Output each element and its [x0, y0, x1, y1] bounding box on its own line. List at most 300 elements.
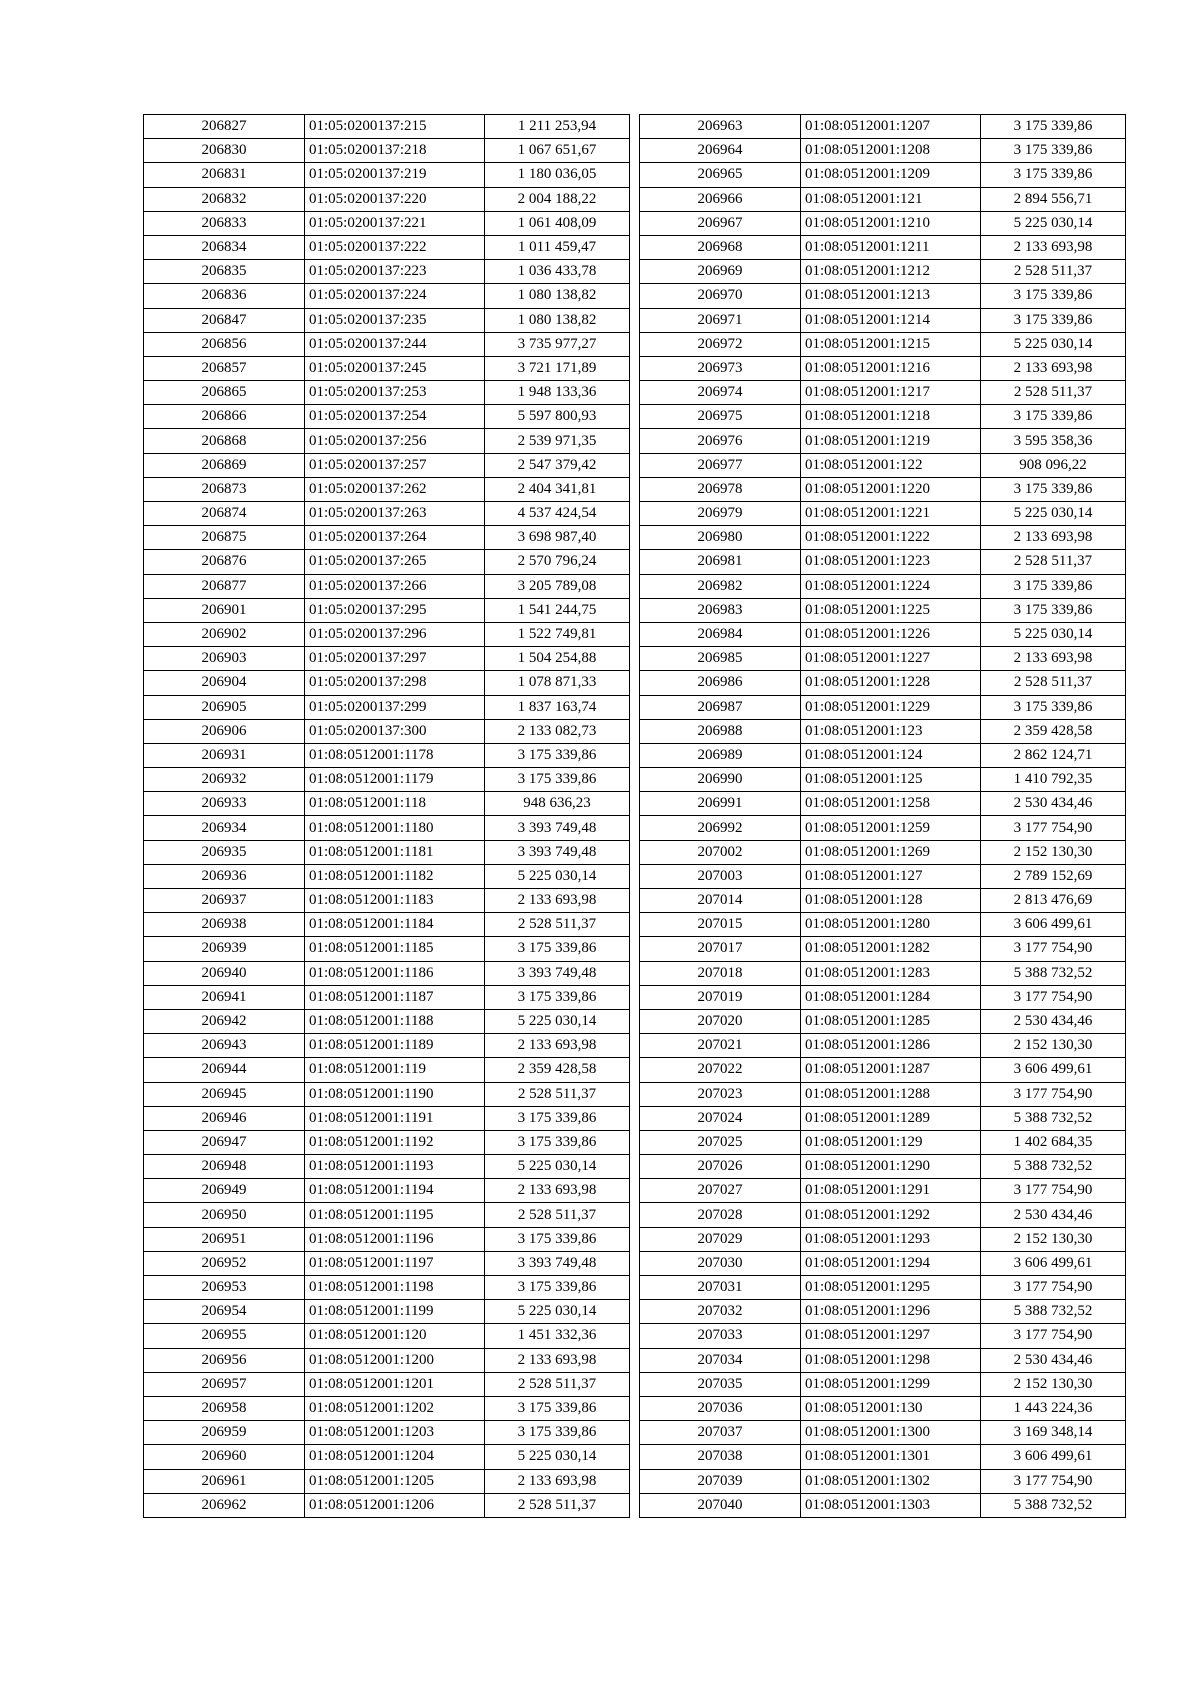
cadastral-number-cell: 01:08:0512001:1289 — [801, 1106, 981, 1130]
table-row — [144, 1348, 630, 1372]
cadastral-number-cell: 01:08:0512001:1219 — [801, 429, 981, 453]
cadastral-number-cell: 01:05:0200137:263 — [305, 502, 485, 526]
table-row — [640, 1082, 1126, 1106]
table-row — [144, 1445, 630, 1469]
row-number-cell: 206978 — [640, 477, 801, 501]
cadastral-number-cell: 01:08:0512001:1290 — [801, 1155, 981, 1179]
value-cell: 3 177 754,90 — [981, 1179, 1126, 1203]
cadastral-number-cell: 01:08:0512001:129 — [801, 1130, 981, 1154]
table-row — [640, 985, 1126, 1009]
row-number-cell: 206875 — [144, 526, 305, 550]
cadastral-number-cell: 01:08:0512001:1223 — [801, 550, 981, 574]
value-cell: 1 522 749,81 — [485, 622, 630, 646]
cadastral-number-cell: 01:05:0200137:300 — [305, 719, 485, 743]
cadastral-number-cell: 01:08:0512001:121 — [801, 187, 981, 211]
row-number-cell: 206902 — [144, 622, 305, 646]
cadastral-number-cell: 01:08:0512001:1201 — [305, 1372, 485, 1396]
value-cell: 1 402 684,35 — [981, 1130, 1126, 1154]
table-row — [144, 671, 630, 695]
cadastral-number-cell: 01:08:0512001:1202 — [305, 1396, 485, 1420]
row-number-cell: 207022 — [640, 1058, 801, 1082]
row-number-cell: 206936 — [144, 864, 305, 888]
value-cell: 1 211 253,94 — [485, 115, 630, 139]
value-cell: 1 080 138,82 — [485, 284, 630, 308]
row-number-cell: 206868 — [144, 429, 305, 453]
row-number-cell: 206945 — [144, 1082, 305, 1106]
table-row — [640, 453, 1126, 477]
cadastral-number-cell: 01:08:0512001:1212 — [801, 260, 981, 284]
cadastral-number-cell: 01:08:0512001:120 — [305, 1324, 485, 1348]
cadastral-number-cell: 01:08:0512001:1294 — [801, 1251, 981, 1275]
cadastral-number-cell: 01:08:0512001:1284 — [801, 985, 981, 1009]
value-cell: 2 359 428,58 — [981, 719, 1126, 743]
row-number-cell: 206869 — [144, 453, 305, 477]
row-number-cell: 206961 — [144, 1469, 305, 1493]
table-row — [640, 1034, 1126, 1058]
table-row — [640, 864, 1126, 888]
row-number-cell: 206934 — [144, 816, 305, 840]
cadastral-number-cell: 01:05:0200137:262 — [305, 477, 485, 501]
cadastral-number-cell: 01:08:0512001:1225 — [801, 598, 981, 622]
value-cell: 2 528 511,37 — [981, 381, 1126, 405]
cadastral-number-cell: 01:05:0200137:223 — [305, 260, 485, 284]
cadastral-number-cell: 01:08:0512001:1207 — [801, 115, 981, 139]
row-number-cell: 206986 — [640, 671, 801, 695]
table-row — [144, 526, 630, 550]
value-cell: 5 225 030,14 — [485, 1009, 630, 1033]
table-row — [640, 937, 1126, 961]
row-number-cell: 207019 — [640, 985, 801, 1009]
cadastral-number-cell: 01:08:0512001:1214 — [801, 308, 981, 332]
cadastral-number-cell: 01:08:0512001:1288 — [801, 1082, 981, 1106]
row-number-cell: 206956 — [144, 1348, 305, 1372]
table-row — [640, 260, 1126, 284]
cadastral-number-cell: 01:08:0512001:1258 — [801, 792, 981, 816]
row-number-cell: 206984 — [640, 622, 801, 646]
value-cell: 3 175 339,86 — [485, 743, 630, 767]
table-row — [144, 816, 630, 840]
table-row — [144, 1155, 630, 1179]
table-row — [640, 622, 1126, 646]
row-number-cell: 206904 — [144, 671, 305, 695]
table-row — [144, 1179, 630, 1203]
row-number-cell: 206827 — [144, 115, 305, 139]
table-row — [640, 574, 1126, 598]
cadastral-number-cell: 01:08:0512001:1179 — [305, 768, 485, 792]
table-row — [640, 1493, 1126, 1517]
value-cell: 3 393 749,48 — [485, 1251, 630, 1275]
row-number-cell: 206958 — [144, 1396, 305, 1420]
table-row — [640, 695, 1126, 719]
cadastral-number-cell: 01:08:0512001:1185 — [305, 937, 485, 961]
row-number-cell: 206952 — [144, 1251, 305, 1275]
row-number-cell: 206962 — [144, 1493, 305, 1517]
value-cell: 5 225 030,14 — [981, 502, 1126, 526]
table-row — [144, 647, 630, 671]
table-row — [640, 139, 1126, 163]
value-cell: 2 004 188,22 — [485, 187, 630, 211]
value-cell: 2 133 693,98 — [485, 1348, 630, 1372]
row-number-cell: 206877 — [144, 574, 305, 598]
value-cell: 2 528 511,37 — [485, 1082, 630, 1106]
cadastral-number-cell: 01:05:0200137:224 — [305, 284, 485, 308]
table-row — [640, 477, 1126, 501]
value-cell: 2 894 556,71 — [981, 187, 1126, 211]
row-number-cell: 206951 — [144, 1227, 305, 1251]
value-cell: 1 036 433,78 — [485, 260, 630, 284]
cadastral-number-cell: 01:05:0200137:296 — [305, 622, 485, 646]
row-number-cell: 206873 — [144, 477, 305, 501]
row-number-cell: 206972 — [640, 332, 801, 356]
table-row — [640, 913, 1126, 937]
value-cell: 2 133 693,98 — [485, 889, 630, 913]
value-cell: 1 067 651,67 — [485, 139, 630, 163]
row-number-cell: 206992 — [640, 816, 801, 840]
value-cell: 1 504 254,88 — [485, 647, 630, 671]
table-row — [144, 115, 630, 139]
value-cell: 2 133 693,98 — [981, 526, 1126, 550]
cadastral-number-cell: 01:05:0200137:266 — [305, 574, 485, 598]
row-number-cell: 207017 — [640, 937, 801, 961]
row-number-cell: 206957 — [144, 1372, 305, 1396]
value-cell: 3 606 499,61 — [981, 1445, 1126, 1469]
row-number-cell: 206937 — [144, 889, 305, 913]
row-number-cell: 206981 — [640, 550, 801, 574]
value-cell: 1 061 408,09 — [485, 211, 630, 235]
value-cell: 3 175 339,86 — [981, 115, 1126, 139]
value-cell: 3 175 339,86 — [485, 985, 630, 1009]
row-number-cell: 207032 — [640, 1300, 801, 1324]
table-row — [640, 332, 1126, 356]
table-row — [640, 429, 1126, 453]
value-cell: 5 225 030,14 — [485, 864, 630, 888]
value-cell: 908 096,22 — [981, 453, 1126, 477]
value-cell: 5 225 030,14 — [981, 332, 1126, 356]
cadastral-number-cell: 01:08:0512001:1301 — [801, 1445, 981, 1469]
value-cell: 3 177 754,90 — [981, 985, 1126, 1009]
cadastral-number-cell: 01:08:0512001:1187 — [305, 985, 485, 1009]
table-row — [144, 139, 630, 163]
row-number-cell: 206903 — [144, 647, 305, 671]
row-number-cell: 206983 — [640, 598, 801, 622]
table-row — [640, 502, 1126, 526]
table-row — [640, 1130, 1126, 1154]
cadastral-number-cell: 01:08:0512001:130 — [801, 1396, 981, 1420]
table-row — [144, 719, 630, 743]
cadastral-number-cell: 01:08:0512001:123 — [801, 719, 981, 743]
cadastral-number-cell: 01:05:0200137:245 — [305, 356, 485, 380]
cadastral-number-cell: 01:08:0512001:1259 — [801, 816, 981, 840]
value-cell: 2 133 693,98 — [981, 647, 1126, 671]
cadastral-number-cell: 01:08:0512001:1222 — [801, 526, 981, 550]
value-cell: 3 169 348,14 — [981, 1421, 1126, 1445]
table-row — [144, 792, 630, 816]
value-cell: 3 393 749,48 — [485, 961, 630, 985]
row-number-cell: 206949 — [144, 1179, 305, 1203]
value-cell: 1 451 332,36 — [485, 1324, 630, 1348]
row-number-cell: 207031 — [640, 1276, 801, 1300]
value-cell: 3 595 358,36 — [981, 429, 1126, 453]
value-cell: 2 530 434,46 — [981, 1348, 1126, 1372]
cadastral-number-cell: 01:08:0512001:1181 — [305, 840, 485, 864]
cadastral-number-cell: 01:08:0512001:1295 — [801, 1276, 981, 1300]
row-number-cell: 206960 — [144, 1445, 305, 1469]
value-cell: 2 530 434,46 — [981, 792, 1126, 816]
value-cell: 2 133 693,98 — [485, 1469, 630, 1493]
table-row — [640, 550, 1126, 574]
value-cell: 5 388 732,52 — [981, 961, 1126, 985]
value-cell: 2 528 511,37 — [981, 550, 1126, 574]
cadastral-number-cell: 01:05:0200137:253 — [305, 381, 485, 405]
cadastral-number-cell: 01:08:0512001:1209 — [801, 163, 981, 187]
row-number-cell: 206906 — [144, 719, 305, 743]
row-number-cell: 206974 — [640, 381, 801, 405]
cadastral-number-cell: 01:05:0200137:265 — [305, 550, 485, 574]
table-row — [144, 284, 630, 308]
value-cell: 1 011 459,47 — [485, 235, 630, 259]
row-number-cell: 207030 — [640, 1251, 801, 1275]
value-cell: 3 175 339,86 — [981, 308, 1126, 332]
table-row — [640, 1155, 1126, 1179]
row-number-cell: 206965 — [640, 163, 801, 187]
row-number-cell: 207025 — [640, 1130, 801, 1154]
cadastral-number-cell: 01:08:0512001:1229 — [801, 695, 981, 719]
value-cell: 2 813 476,69 — [981, 889, 1126, 913]
cadastral-number-cell: 01:08:0512001:1297 — [801, 1324, 981, 1348]
cadastral-number-cell: 01:08:0512001:1282 — [801, 937, 981, 961]
table-row — [640, 163, 1126, 187]
value-cell: 2 133 693,98 — [485, 1179, 630, 1203]
row-number-cell: 206968 — [640, 235, 801, 259]
value-cell: 3 175 339,86 — [485, 1421, 630, 1445]
row-number-cell: 207027 — [640, 1179, 801, 1203]
cadastral-value-table-left — [143, 114, 630, 1518]
table-row — [640, 816, 1126, 840]
row-number-cell: 206975 — [640, 405, 801, 429]
table-row — [144, 937, 630, 961]
row-number-cell: 207036 — [640, 1396, 801, 1420]
row-number-cell: 206948 — [144, 1155, 305, 1179]
cadastral-number-cell: 01:08:0512001:1206 — [305, 1493, 485, 1517]
cadastral-number-cell: 01:08:0512001:1184 — [305, 913, 485, 937]
table-row — [144, 864, 630, 888]
cadastral-number-cell: 01:05:0200137:218 — [305, 139, 485, 163]
table-row — [144, 235, 630, 259]
table-row — [640, 526, 1126, 550]
value-cell: 2 528 511,37 — [485, 1372, 630, 1396]
table-row — [144, 356, 630, 380]
value-cell: 1 541 244,75 — [485, 598, 630, 622]
value-cell: 3 175 339,86 — [485, 1396, 630, 1420]
value-cell: 4 537 424,54 — [485, 502, 630, 526]
cadastral-number-cell: 01:08:0512001:1227 — [801, 647, 981, 671]
table-row — [144, 889, 630, 913]
row-number-cell: 206987 — [640, 695, 801, 719]
table-row — [144, 1058, 630, 1082]
row-number-cell: 206905 — [144, 695, 305, 719]
table-row — [640, 743, 1126, 767]
cadastral-number-cell: 01:08:0512001:1216 — [801, 356, 981, 380]
value-cell: 3 175 339,86 — [485, 937, 630, 961]
row-number-cell: 207024 — [640, 1106, 801, 1130]
value-cell: 5 388 732,52 — [981, 1155, 1126, 1179]
row-number-cell: 206982 — [640, 574, 801, 598]
row-number-cell: 206834 — [144, 235, 305, 259]
value-cell: 3 177 754,90 — [981, 1469, 1126, 1493]
cadastral-number-cell: 01:08:0512001:1287 — [801, 1058, 981, 1082]
table-row — [144, 211, 630, 235]
table-row — [144, 985, 630, 1009]
value-cell: 3 606 499,61 — [981, 1058, 1126, 1082]
value-cell: 3 177 754,90 — [981, 1082, 1126, 1106]
row-number-cell: 206832 — [144, 187, 305, 211]
table-row — [144, 768, 630, 792]
row-number-cell: 206941 — [144, 985, 305, 1009]
table-row — [640, 768, 1126, 792]
cadastral-number-cell: 01:08:0512001:1198 — [305, 1276, 485, 1300]
table-row — [144, 1034, 630, 1058]
table-row — [144, 308, 630, 332]
table-row — [144, 961, 630, 985]
value-cell: 3 721 171,89 — [485, 356, 630, 380]
value-cell: 2 133 693,98 — [485, 1034, 630, 1058]
value-cell: 3 606 499,61 — [981, 913, 1126, 937]
table-row — [640, 1009, 1126, 1033]
row-number-cell: 206955 — [144, 1324, 305, 1348]
cadastral-number-cell: 01:05:0200137:222 — [305, 235, 485, 259]
cadastral-number-cell: 01:08:0512001:1190 — [305, 1082, 485, 1106]
value-cell: 3 735 977,27 — [485, 332, 630, 356]
cadastral-number-cell: 01:08:0512001:1178 — [305, 743, 485, 767]
cadastral-number-cell: 01:08:0512001:1210 — [801, 211, 981, 235]
row-number-cell: 206964 — [640, 139, 801, 163]
cadastral-number-cell: 01:08:0512001:1183 — [305, 889, 485, 913]
cadastral-number-cell: 01:05:0200137:264 — [305, 526, 485, 550]
value-cell: 1 180 036,05 — [485, 163, 630, 187]
value-cell: 3 177 754,90 — [981, 816, 1126, 840]
row-number-cell: 206967 — [640, 211, 801, 235]
value-cell: 2 152 130,30 — [981, 840, 1126, 864]
table-row — [144, 477, 630, 501]
table-row — [640, 1106, 1126, 1130]
table-row — [144, 550, 630, 574]
row-number-cell: 207029 — [640, 1227, 801, 1251]
value-cell: 3 177 754,90 — [981, 937, 1126, 961]
row-number-cell: 206969 — [640, 260, 801, 284]
table-row — [640, 1058, 1126, 1082]
row-number-cell: 206833 — [144, 211, 305, 235]
table-row — [640, 598, 1126, 622]
cadastral-number-cell: 01:08:0512001:1228 — [801, 671, 981, 695]
row-number-cell: 206866 — [144, 405, 305, 429]
cadastral-number-cell: 01:08:0512001:1203 — [305, 1421, 485, 1445]
value-cell: 2 152 130,30 — [981, 1372, 1126, 1396]
value-cell: 2 528 511,37 — [485, 1203, 630, 1227]
value-cell: 1 837 163,74 — [485, 695, 630, 719]
table-row — [640, 284, 1126, 308]
row-number-cell: 207002 — [640, 840, 801, 864]
value-cell: 1 080 138,82 — [485, 308, 630, 332]
value-cell: 2 530 434,46 — [981, 1009, 1126, 1033]
cadastral-number-cell: 01:08:0512001:125 — [801, 768, 981, 792]
value-cell: 5 225 030,14 — [485, 1445, 630, 1469]
cadastral-number-cell: 01:08:0512001:1286 — [801, 1034, 981, 1058]
row-number-cell: 206935 — [144, 840, 305, 864]
table-row — [144, 260, 630, 284]
row-number-cell: 207035 — [640, 1372, 801, 1396]
value-cell: 3 205 789,08 — [485, 574, 630, 598]
row-number-cell: 206970 — [640, 284, 801, 308]
cadastral-number-cell: 01:08:0512001:1211 — [801, 235, 981, 259]
table-row — [144, 1396, 630, 1420]
row-number-cell: 207018 — [640, 961, 801, 985]
row-number-cell: 207034 — [640, 1348, 801, 1372]
cadastral-number-cell: 01:05:0200137:295 — [305, 598, 485, 622]
table-row — [640, 235, 1126, 259]
table-row — [640, 115, 1126, 139]
row-number-cell: 206939 — [144, 937, 305, 961]
row-number-cell: 206938 — [144, 913, 305, 937]
cadastral-number-cell: 01:08:0512001:1291 — [801, 1179, 981, 1203]
row-number-cell: 206959 — [144, 1421, 305, 1445]
table-row — [640, 792, 1126, 816]
value-cell: 2 528 511,37 — [981, 260, 1126, 284]
row-number-cell: 207023 — [640, 1082, 801, 1106]
table-row — [144, 1009, 630, 1033]
row-number-cell: 206876 — [144, 550, 305, 574]
cadastral-value-table-right — [639, 114, 1126, 1518]
table-row — [640, 889, 1126, 913]
table-row — [640, 647, 1126, 671]
table-row — [144, 840, 630, 864]
table-row — [144, 1493, 630, 1517]
value-cell: 2 528 511,37 — [485, 1493, 630, 1517]
cadastral-number-cell: 01:08:0512001:1269 — [801, 840, 981, 864]
table-row — [144, 1276, 630, 1300]
table-row — [144, 332, 630, 356]
cadastral-number-cell: 01:08:0512001:1300 — [801, 1421, 981, 1445]
table-row — [144, 1421, 630, 1445]
table-row — [144, 1251, 630, 1275]
row-number-cell: 206990 — [640, 768, 801, 792]
cadastral-number-cell: 01:05:0200137:235 — [305, 308, 485, 332]
row-number-cell: 207033 — [640, 1324, 801, 1348]
value-cell: 5 388 732,52 — [981, 1106, 1126, 1130]
row-number-cell: 206831 — [144, 163, 305, 187]
cadastral-number-cell: 01:08:0512001:1224 — [801, 574, 981, 598]
cadastral-number-cell: 01:08:0512001:1191 — [305, 1106, 485, 1130]
cadastral-number-cell: 01:08:0512001:1186 — [305, 961, 485, 985]
value-cell: 3 175 339,86 — [485, 1276, 630, 1300]
value-cell: 2 528 511,37 — [485, 913, 630, 937]
table-row — [640, 961, 1126, 985]
table-row — [144, 187, 630, 211]
row-number-cell: 206901 — [144, 598, 305, 622]
cadastral-number-cell: 01:08:0512001:1182 — [305, 864, 485, 888]
table-row — [144, 405, 630, 429]
row-number-cell: 206989 — [640, 743, 801, 767]
cadastral-number-cell: 01:08:0512001:1197 — [305, 1251, 485, 1275]
table-row — [144, 1372, 630, 1396]
value-cell: 2 404 341,81 — [485, 477, 630, 501]
value-cell: 2 152 130,30 — [981, 1227, 1126, 1251]
row-number-cell: 207015 — [640, 913, 801, 937]
row-number-cell: 206874 — [144, 502, 305, 526]
value-cell: 3 175 339,86 — [981, 598, 1126, 622]
table-row — [640, 1203, 1126, 1227]
value-cell: 3 393 749,48 — [485, 840, 630, 864]
value-cell: 2 862 124,71 — [981, 743, 1126, 767]
